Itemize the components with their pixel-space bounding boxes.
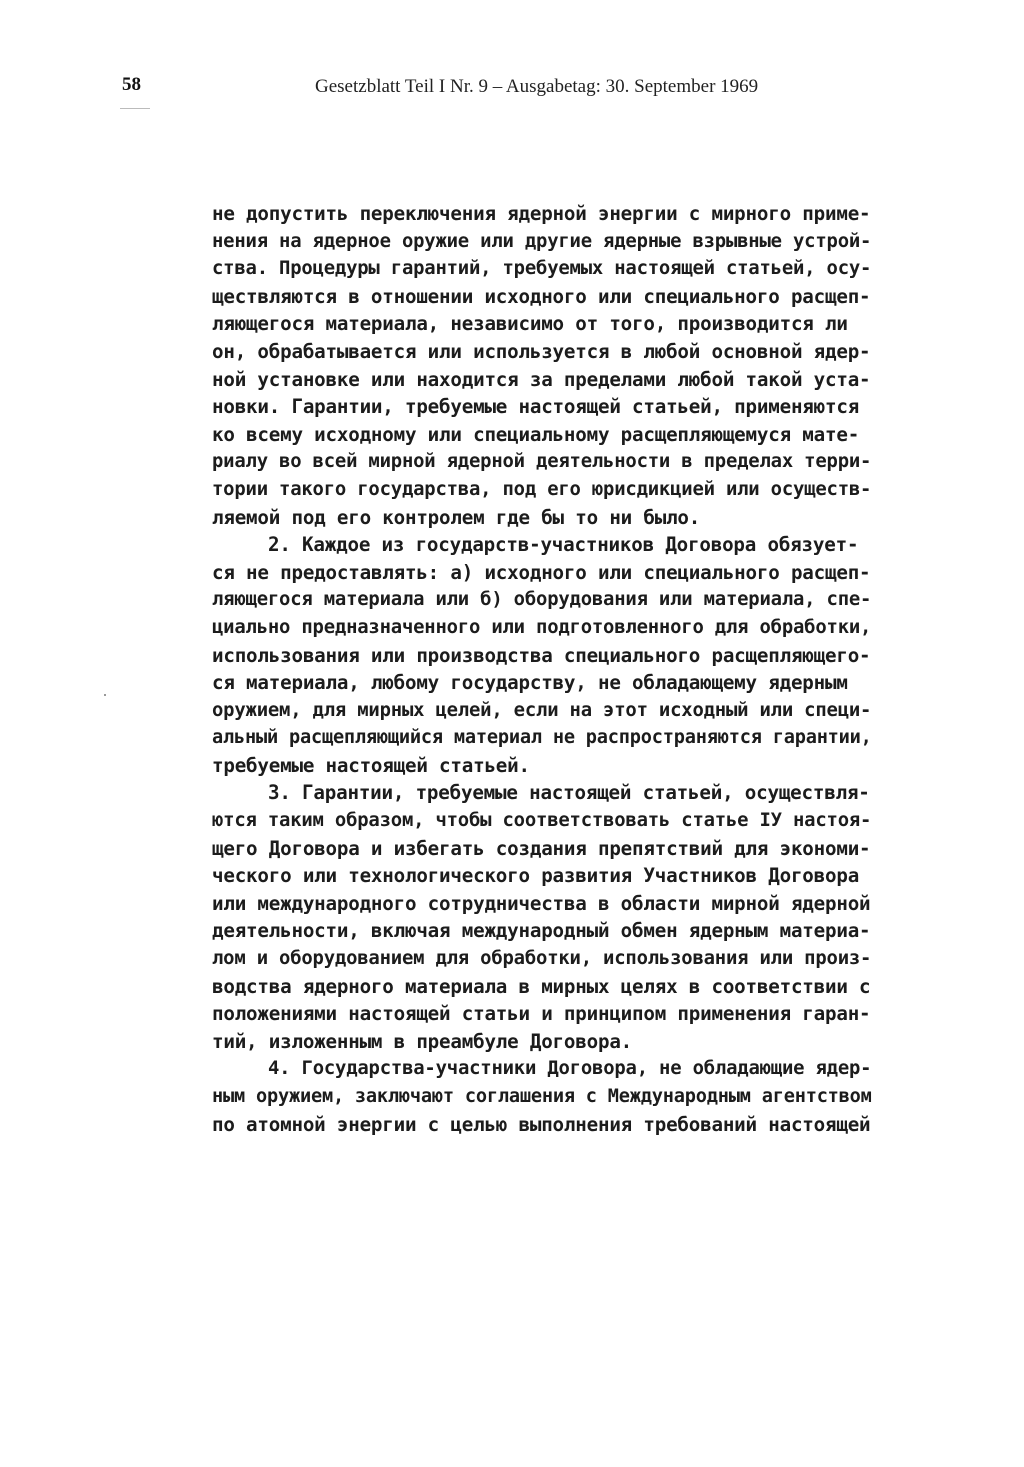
text-line: лом и оборудованием для обработки, использования или произ-	[212, 947, 872, 970]
text-line: новки. Гарантии, требуемые настоящей статьей, применяются	[212, 395, 860, 419]
text-line: циально предназначенного или подготовленного для обработки,	[212, 615, 872, 638]
text-line: или международного сотрудничества в области мирной ядерной	[212, 891, 871, 915]
text-line: ко всему исходному или специальному расщепляющемуся мате-	[212, 422, 860, 446]
page-number: 58	[122, 74, 141, 95]
text-line: он, обрабатывается или используется в любой основной ядер-	[212, 339, 871, 363]
document-body	[212, 200, 872, 1138]
text-line: риалу во всей мирной ядерной деятельности в пределах терри-	[212, 450, 872, 473]
text-line: ства. Процедуры гарантий, требуемых настоящей статьей, осу-	[212, 257, 872, 280]
header-rule	[120, 108, 150, 109]
scan-speck	[104, 694, 106, 696]
text-line: деятельности, включая международный обмен ядерным материа-	[212, 919, 871, 943]
text-line: ляющегося материала, независимо от того, производится ли	[212, 312, 848, 336]
text-line: ным оружием, заключают соглашения с Международным агентством	[212, 1086, 872, 1107]
page-header	[0, 70, 1024, 110]
paragraph-4-first-line: 4. Государства-участники Договора, не обладающие ядер-	[268, 1057, 872, 1080]
text-line: требуемые настоящей статьей.	[212, 753, 530, 777]
text-line: ляемой под его контролем где бы то ни было.	[212, 505, 701, 529]
text-line: альный расщепляющийся материал не распространяются гарантии,	[212, 727, 872, 749]
text-line: ся материала, любому государству, не обладающему ядерным	[212, 671, 848, 695]
text-line: тории такого государства, под его юрисдикцией или осуществ-	[212, 477, 872, 500]
text-line: ся не предоставлять: а) исходного или специального расщеп-	[212, 560, 871, 584]
running-head: Gesetzblatt Teil I Nr. 9 – Ausgabetag: 30. September 1969	[315, 76, 759, 97]
text-line: щего Договора и избегать создания препятствий для экономи-	[212, 836, 871, 860]
text-line: ляющегося материала или б) оборудования или материала, спе-	[212, 588, 872, 611]
text-line: тий, изложенным в преамбуле Договора.	[212, 1029, 633, 1053]
text-line: по атомной энергии с целью выполнения требований настоящей	[212, 1112, 871, 1136]
text-line: ются таким образом, чтобы соответствовать статье IУ настоя-	[212, 809, 872, 832]
text-line: нения на ядерное оружие или другие ядерные взрывные устрой-	[212, 229, 872, 252]
text-line: положениями настоящей статьи и принципом применения гаран-	[212, 1002, 871, 1026]
text-line: использования или производства специального расщепляющего-	[212, 643, 871, 667]
text-line: ческого или технологического развития Участников Договора	[212, 864, 860, 888]
paragraph-2-first-line: 2. Каждое из государств-участников Договора обязует-	[268, 533, 859, 557]
text-line: оружием, для мирных целей, если на этот исходный или специ-	[212, 698, 872, 721]
paragraph-3-first-line: 3. Гарантии, требуемые настоящей статьей, осуществля-	[268, 781, 870, 805]
text-line: ной установке или находится за пределами любой такой уста-	[212, 367, 871, 391]
text-line: водства ядерного материала в мирных целях в соответствии с	[212, 974, 871, 998]
text-line: не допустить переключения ядерной энергии с мирного приме-	[212, 202, 871, 225]
text-line: ществляются в отношении исходного или специального расщеп-	[212, 284, 871, 308]
